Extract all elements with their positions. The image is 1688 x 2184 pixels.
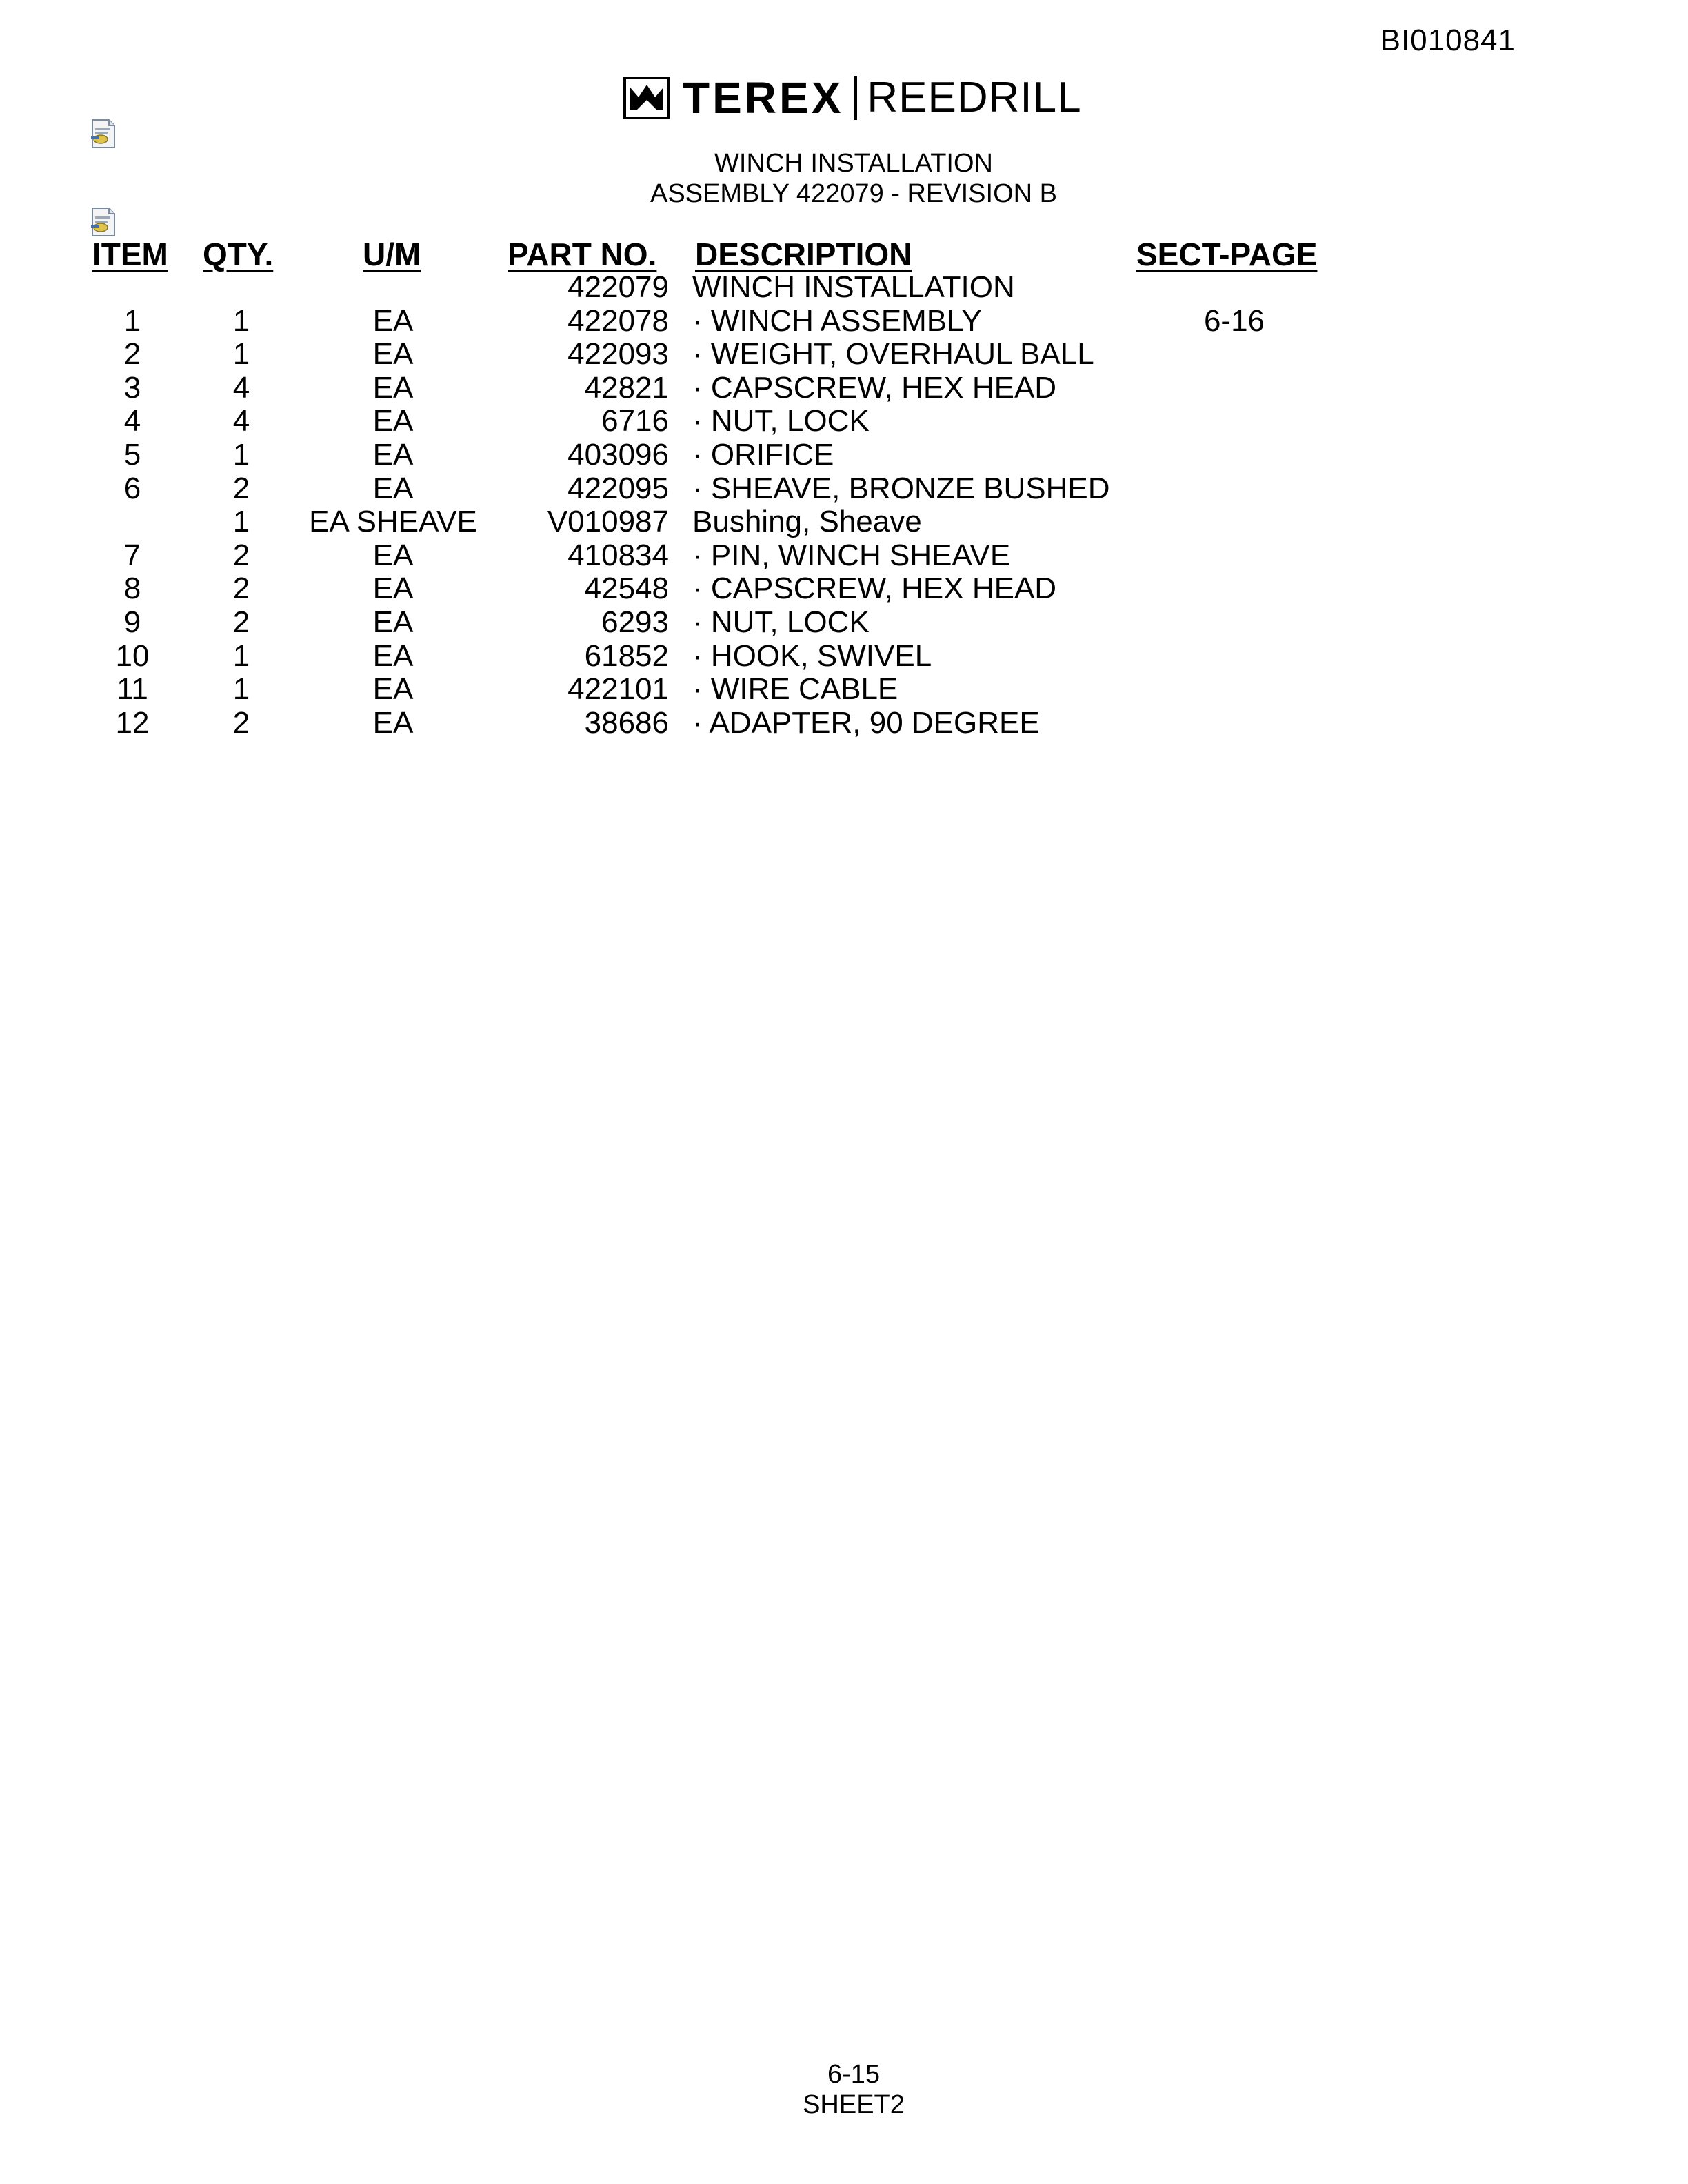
table-row (0, 505, 1688, 538)
cell-um: EA (372, 705, 414, 740)
cell-um: EA (372, 337, 414, 372)
table-row (0, 672, 1688, 706)
cell-um: EA (372, 438, 414, 472)
header-um: U/M (363, 236, 421, 272)
cell-part-no: 42821 (584, 370, 669, 405)
header-part-no: PART NO. (508, 236, 657, 272)
table-row (0, 572, 1688, 605)
cell-part-no: 38686 (584, 705, 669, 740)
cell-part-no: 6716 (601, 404, 669, 438)
header-description: DESCRIPTION (695, 236, 912, 272)
document-id: BI010841 (1380, 23, 1516, 57)
logo-product-text: REEDRILL (867, 74, 1082, 121)
cell-um: EA (372, 672, 414, 707)
cell-qty: 1 (232, 303, 250, 338)
logo-divider (854, 76, 857, 120)
table-row (0, 337, 1688, 371)
cell-part-no: 6293 (601, 605, 669, 639)
cell-item: 7 (123, 538, 141, 572)
cell-item: 11 (117, 672, 148, 707)
cell-description: · NUT, LOCK (692, 404, 870, 438)
cell-qty: 2 (232, 705, 250, 740)
cell-item: 5 (123, 438, 141, 472)
cell-description: Bushing, Sheave (692, 505, 922, 539)
cell-item: 3 (123, 370, 141, 405)
page-number: 6-15 (827, 2060, 881, 2089)
cell-part-no: 410834 (567, 538, 669, 572)
cell-description: · ADAPTER, 90 DEGREE (692, 705, 1040, 740)
cell-qty: 1 (232, 438, 250, 472)
cell-um: EA (372, 572, 414, 606)
cell-description: · SHEAVE, BRONZE BUSHED (692, 471, 1110, 505)
cell-um: EA (372, 404, 414, 438)
cell-sect-page: 6-16 (1203, 303, 1265, 338)
table-row (0, 538, 1688, 572)
brand-logo (623, 74, 1082, 121)
cell-item: 8 (123, 572, 141, 606)
cell-part-no: 403096 (567, 438, 669, 472)
cell-description: · WINCH ASSEMBLY (692, 303, 982, 338)
cell-item: 10 (115, 638, 150, 673)
page-subtitle: ASSEMBLY 422079 - REVISION B (650, 179, 1057, 208)
cell-um: EA (372, 370, 414, 405)
cell-part-no: 42548 (584, 572, 669, 606)
cell-item: 12 (115, 705, 150, 740)
cell-qty: 4 (232, 370, 250, 405)
cell-qty: 2 (232, 572, 250, 606)
table-row (0, 438, 1688, 472)
cell-um: EA (372, 538, 414, 572)
header-item: ITEM (92, 236, 168, 272)
header-sect-page: SECT-PAGE (1136, 236, 1318, 272)
cell-part-no: 61852 (584, 638, 669, 673)
cell-qty: 1 (232, 672, 250, 707)
cell-qty: 1 (232, 337, 250, 372)
document-icon[interactable] (90, 119, 117, 149)
table-row (0, 404, 1688, 438)
cell-description: · CAPSCREW, HEX HEAD (692, 370, 1057, 405)
cell-item: 6 (123, 471, 141, 505)
cell-part-no: 422093 (567, 337, 669, 372)
table-row (0, 605, 1688, 639)
cell-description: · WEIGHT, OVERHAUL BALL (692, 337, 1094, 372)
cell-description: · CAPSCREW, HEX HEAD (692, 572, 1057, 606)
cell-description: · ORIFICE (692, 438, 834, 472)
cell-um: EA (372, 471, 414, 505)
cell-um: EA (372, 605, 414, 639)
cell-part-no: 422101 (567, 672, 669, 707)
header-qty: QTY. (203, 236, 274, 272)
table-row (0, 472, 1688, 505)
table-row (0, 270, 1688, 304)
cell-description: WINCH INSTALLATION (692, 270, 1015, 304)
cell-part-no: 422095 (567, 471, 669, 505)
cell-part-no: 422078 (567, 303, 669, 338)
table-row (0, 304, 1688, 338)
page-title: WINCH INSTALLATION (714, 149, 993, 178)
cell-qty: 4 (232, 404, 250, 438)
table-row (0, 706, 1688, 740)
cell-um: EA (372, 638, 414, 673)
sheet-label: SHEET2 (803, 2090, 905, 2119)
document-icon[interactable] (90, 207, 117, 237)
cell-qty: 2 (232, 605, 250, 639)
cell-description: · PIN, WINCH SHEAVE (692, 538, 1011, 572)
cell-item: 4 (123, 404, 141, 438)
cell-description: · HOOK, SWIVEL (692, 638, 932, 673)
cell-item: 2 (123, 337, 141, 372)
cell-qty: 1 (232, 638, 250, 673)
terex-crown-icon (623, 77, 670, 119)
cell-description: · NUT, LOCK (692, 605, 870, 639)
cell-item: 9 (123, 605, 141, 639)
cell-qty: 2 (232, 471, 250, 505)
cell-part-no: 422079 (567, 270, 669, 304)
cell-qty: 1 (232, 505, 250, 539)
logo-brand-text: TEREX (683, 73, 844, 123)
table-row (0, 371, 1688, 405)
cell-qty: 2 (232, 538, 250, 572)
cell-part-no: V010987 (547, 505, 669, 539)
cell-description: · WIRE CABLE (692, 672, 898, 707)
cell-um: EA SHEAVE (309, 505, 477, 539)
cell-um: EA (372, 303, 414, 338)
cell-item: 1 (123, 303, 141, 338)
table-row (0, 639, 1688, 673)
